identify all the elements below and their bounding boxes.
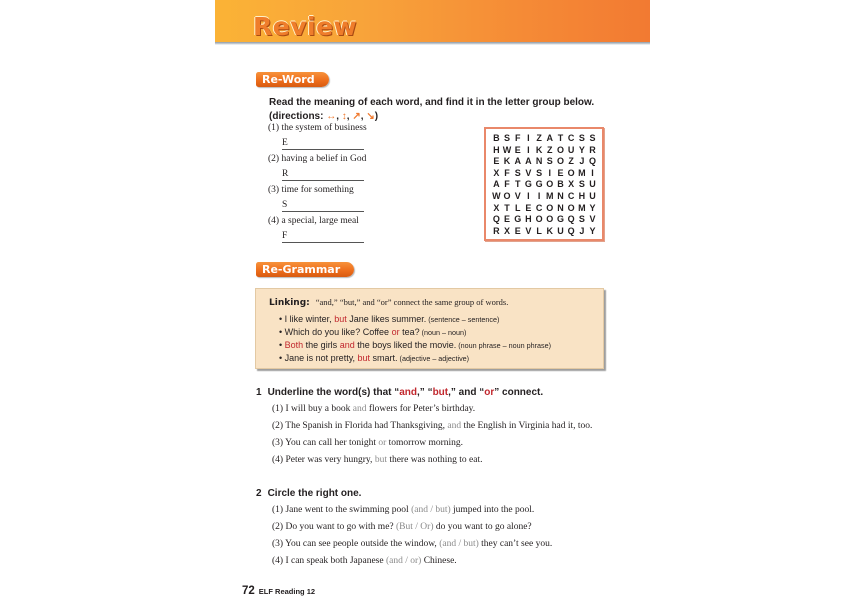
linking-example (279, 326, 551, 339)
text-fragment: (2) The Spanish in Florida had Thanksgiving, (272, 421, 448, 431)
text-fragment: Which do you like? Coffee (284, 327, 392, 337)
text-fragment: tomorrow morning. (386, 438, 464, 448)
highlighted-word: (and / but) (411, 505, 451, 515)
definition-item (268, 216, 428, 247)
question-1-instruction (268, 387, 544, 398)
grid-letter[interactable]: E (514, 144, 521, 155)
definition-question: (2) having a belief in God (268, 154, 367, 164)
text-fragment: (1) I will buy a book (272, 404, 353, 414)
grid-letter[interactable]: W (492, 190, 501, 201)
exercise-item[interactable] (272, 435, 592, 452)
word-search-box (484, 127, 604, 241)
grid-letter[interactable]: I (527, 133, 530, 143)
grid-letter[interactable]: K (503, 156, 511, 167)
grid-letter[interactable]: X (568, 179, 575, 190)
highlighted-word: but (432, 387, 449, 398)
page-number: 72 (242, 585, 255, 597)
grid-letter[interactable]: R (589, 144, 596, 155)
grid-letter[interactable]: L (514, 202, 521, 213)
text-fragment: Jane likes summer. (346, 314, 427, 324)
directions-prefix: (directions: (269, 111, 327, 122)
grid-letter[interactable]: I (527, 190, 530, 201)
question-number: 2 (256, 488, 262, 499)
grid-letter[interactable]: L (536, 225, 542, 236)
answer-field[interactable]: F (282, 230, 364, 243)
text-fragment: Jane is not pretty, (284, 353, 358, 363)
text-fragment: flowers for Peter’s birthday. (366, 404, 476, 414)
grid-letter[interactable]: E (493, 156, 500, 167)
text-fragment: (3) You can call her tonight (272, 438, 379, 448)
grid-letter[interactable]: V (525, 167, 532, 178)
header-divider (215, 42, 650, 45)
exercise-item[interactable] (272, 553, 552, 570)
grid-letter[interactable]: K (535, 144, 543, 155)
text-fragment: they can’t see you. (478, 539, 553, 549)
linking-label: Linking: (269, 298, 310, 308)
grid-letter[interactable]: F (514, 133, 521, 143)
linking-example (279, 339, 551, 352)
grid-letter[interactable]: Y (589, 225, 596, 236)
grid-letter[interactable]: M (578, 202, 586, 213)
grid-letter[interactable]: A (525, 156, 532, 167)
question-2-instruction: Circle the right one. (267, 488, 362, 499)
grid-letter[interactable]: Y (578, 144, 585, 155)
linking-examples (279, 313, 551, 365)
grid-letter[interactable]: Q (589, 156, 597, 167)
text-fragment: the boys liked the movie. (354, 340, 457, 350)
arrow-vertical-icon: ↕ (341, 111, 347, 122)
grid-letter[interactable]: S (578, 214, 585, 225)
text-fragment: ,” and “ (448, 387, 485, 398)
highlighted-word: and (399, 387, 418, 398)
text-fragment: ,” “ (417, 387, 433, 398)
bullet-icon: • (279, 314, 285, 324)
highlighted-word: but (357, 353, 371, 363)
grid-letter[interactable]: U (589, 179, 596, 190)
grid-letter[interactable]: N (535, 156, 543, 167)
definition-item (268, 123, 428, 154)
grid-letter[interactable]: S (589, 133, 596, 143)
reword-instruction (269, 96, 594, 124)
grid-letter[interactable]: F (504, 167, 510, 178)
grid-letter[interactable]: J (579, 156, 585, 167)
grid-letter[interactable]: O (556, 144, 564, 155)
grid-letter[interactable]: N (557, 190, 564, 201)
bullet-icon: • (279, 353, 285, 363)
answer-field[interactable]: E (282, 137, 364, 150)
word-search-grid (491, 133, 598, 237)
regrammar-section-tag: Re-Grammar (256, 262, 354, 277)
question-1-title (256, 387, 543, 398)
grid-letter[interactable]: O (546, 202, 554, 213)
grid-letter[interactable]: S (546, 156, 553, 167)
directions-line: (directions: ↔, ↕, ↗, ↘) (269, 111, 379, 122)
definition-item (268, 154, 428, 185)
highlighted-word: (But / Or) (396, 522, 434, 532)
example-note: (adjective – adjective) (397, 354, 470, 363)
linking-example (279, 313, 551, 326)
grid-letter[interactable]: H (525, 214, 532, 225)
highlighted-word: and (447, 421, 462, 431)
grid-letter[interactable]: Q (567, 225, 575, 236)
highlighted-word: or (484, 387, 495, 398)
grid-letter[interactable]: H (578, 190, 586, 201)
grid-letter[interactable]: O (546, 179, 554, 190)
grid-letter[interactable]: T (504, 202, 510, 213)
linking-info-box (255, 288, 604, 369)
text-fragment: (4) I can speak both Japanese (272, 556, 386, 566)
grid-letter[interactable]: X (493, 202, 500, 213)
grid-letter[interactable]: X (504, 225, 511, 236)
answer-field[interactable]: S (282, 199, 364, 212)
highlighted-word: and (339, 340, 355, 350)
exercise-item[interactable] (272, 502, 552, 519)
text-fragment: ” connect. (494, 387, 544, 398)
text-fragment: (1) Jane went to the swimming pool (272, 505, 412, 515)
grid-letter[interactable]: I (548, 167, 552, 178)
grid-letter[interactable]: E (504, 214, 511, 225)
linking-description: “and,” “but,” and “or” connect the same group of words. (315, 297, 509, 307)
grid-letter[interactable]: K (546, 225, 554, 236)
grid-letter[interactable]: O (567, 202, 575, 213)
text-fragment: (2) Do you want to go with me? (272, 522, 397, 532)
text-fragment: Underline the word(s) that “ (267, 387, 400, 398)
page-title: Review (253, 12, 358, 41)
exercise-item[interactable] (272, 418, 592, 435)
arrow-horizontal-icon: ↔ (326, 111, 337, 122)
book-title: ELF Reading 12 (258, 587, 316, 596)
grid-letter[interactable]: E (514, 225, 521, 236)
grid-letter[interactable]: G (524, 179, 532, 190)
text-fragment: the girls (303, 340, 340, 350)
grid-letter[interactable]: Q (567, 214, 575, 225)
bullet-icon: • (279, 327, 285, 337)
text-fragment: the English in Virginia had it, too. (461, 421, 593, 431)
grid-letter[interactable]: X (493, 167, 500, 178)
grid-letter[interactable]: O (503, 190, 511, 201)
grid-letter[interactable]: Z (536, 133, 542, 143)
highlighted-word: (and / or) (385, 556, 422, 566)
highlighted-word: (and / but) (439, 539, 479, 549)
definition-question: (1) the system of business (268, 123, 367, 133)
grid-letter[interactable]: Z (547, 144, 553, 155)
directions-suffix: ) (374, 111, 379, 122)
grid-letter[interactable]: G (514, 214, 522, 225)
definition-question: (4) a special, large meal (268, 216, 359, 226)
highlighted-word: or (391, 327, 400, 337)
definitions-list (268, 123, 428, 247)
grid-letter[interactable]: J (579, 225, 585, 236)
grid-letter[interactable]: T (557, 133, 564, 143)
question-2-items (272, 502, 552, 570)
grid-letter[interactable]: M (546, 190, 554, 201)
definition-question: (3) time for something (268, 185, 354, 195)
text-fragment: I like winter, (284, 314, 335, 324)
example-note: (sentence – sentence) (426, 315, 500, 324)
definition-item (268, 185, 428, 216)
grid-letter[interactable]: V (525, 225, 532, 236)
text-fragment: tea? (399, 327, 420, 337)
grid-letter[interactable]: I (527, 144, 530, 155)
grid-letter[interactable]: C (567, 133, 575, 143)
example-note: (noun phrase – noun phrase) (456, 341, 551, 350)
grid-letter[interactable]: V (514, 190, 521, 201)
grid-letter[interactable]: W (502, 144, 512, 155)
grid-letter[interactable]: R (493, 225, 500, 236)
text-fragment: smart. (370, 353, 398, 363)
arrow-diagonal-down-icon: ↘ (366, 111, 375, 122)
grid-letter[interactable]: A (546, 133, 554, 143)
grid-letter[interactable]: U (589, 190, 596, 201)
exercise-item[interactable] (272, 519, 552, 536)
grid-letter[interactable]: I (591, 167, 594, 178)
grid-letter[interactable]: S (514, 167, 521, 178)
grid-letter[interactable]: B (557, 179, 564, 190)
grid-letter[interactable]: O (556, 156, 564, 167)
grid-letter[interactable]: V (589, 214, 596, 225)
grid-letter[interactable]: U (567, 144, 575, 155)
grid-letter[interactable]: S (536, 167, 543, 178)
grid-letter[interactable]: M (578, 167, 586, 178)
grid-letter[interactable]: O (535, 214, 543, 225)
grid-letter[interactable]: A (493, 179, 500, 190)
exercise-item[interactable] (272, 536, 552, 553)
linking-header (269, 297, 508, 308)
text-fragment: (3) You can see people outside the window, (272, 539, 440, 549)
highlighted-word: Both (284, 340, 304, 350)
question-1-items (272, 401, 592, 469)
linking-example (279, 352, 551, 365)
grid-letter[interactable]: C (567, 190, 575, 201)
highlighted-word: or (378, 438, 387, 448)
grid-letter[interactable]: N (557, 202, 564, 213)
text-fragment: Chinese. (421, 556, 457, 566)
text-fragment: jumped into the pool. (450, 505, 535, 515)
grid-letter[interactable]: E (525, 202, 532, 213)
grid-letter[interactable]: I (537, 190, 541, 201)
instruction-text: Read the meaning of each word, and find it in the letter group below. (269, 97, 595, 108)
arrow-diagonal-up-icon: ↗ (352, 111, 361, 122)
question-2-title (256, 488, 361, 499)
reword-section-tag: Re-Word (256, 72, 329, 87)
text-fragment: (4) Peter was very hungry, (272, 455, 375, 465)
grid-letter[interactable]: U (557, 225, 564, 236)
grid-letter[interactable]: Q (492, 214, 500, 225)
text-fragment: do you want to go alone? (433, 522, 532, 532)
highlighted-word: but (334, 314, 347, 324)
grid-letter[interactable]: S (578, 133, 585, 143)
highlighted-word: and (352, 404, 367, 414)
exercise-item[interactable] (272, 452, 592, 469)
grid-letter[interactable]: A (514, 156, 521, 167)
grid-letter[interactable]: Y (589, 202, 596, 213)
grid-letter[interactable]: G (556, 214, 564, 225)
grid-letter[interactable]: E (557, 167, 564, 178)
grid-letter[interactable]: Z (568, 156, 574, 167)
bullet-icon: • (279, 340, 285, 350)
grid-letter[interactable]: G (535, 179, 543, 190)
grid-letter[interactable]: S (504, 133, 511, 143)
grid-letter[interactable]: T (514, 179, 521, 190)
highlighted-word: but (374, 455, 387, 465)
page-footer (242, 585, 315, 597)
grid-letter[interactable]: S (578, 179, 585, 190)
exercise-item[interactable] (272, 401, 592, 418)
grid-letter[interactable]: O (567, 167, 575, 178)
question-number: 1 (256, 387, 262, 398)
answer-field[interactable]: R (282, 168, 364, 181)
grid-letter[interactable]: F (504, 179, 510, 190)
grid-letter[interactable]: B (493, 133, 500, 143)
header-band (215, 0, 650, 42)
grid-letter[interactable]: H (493, 144, 500, 155)
example-note: (noun – noun) (419, 328, 467, 337)
text-fragment: there was nothing to eat. (386, 455, 483, 465)
page (215, 0, 650, 612)
grid-letter[interactable]: C (535, 202, 543, 213)
grid-letter[interactable]: O (546, 214, 554, 225)
